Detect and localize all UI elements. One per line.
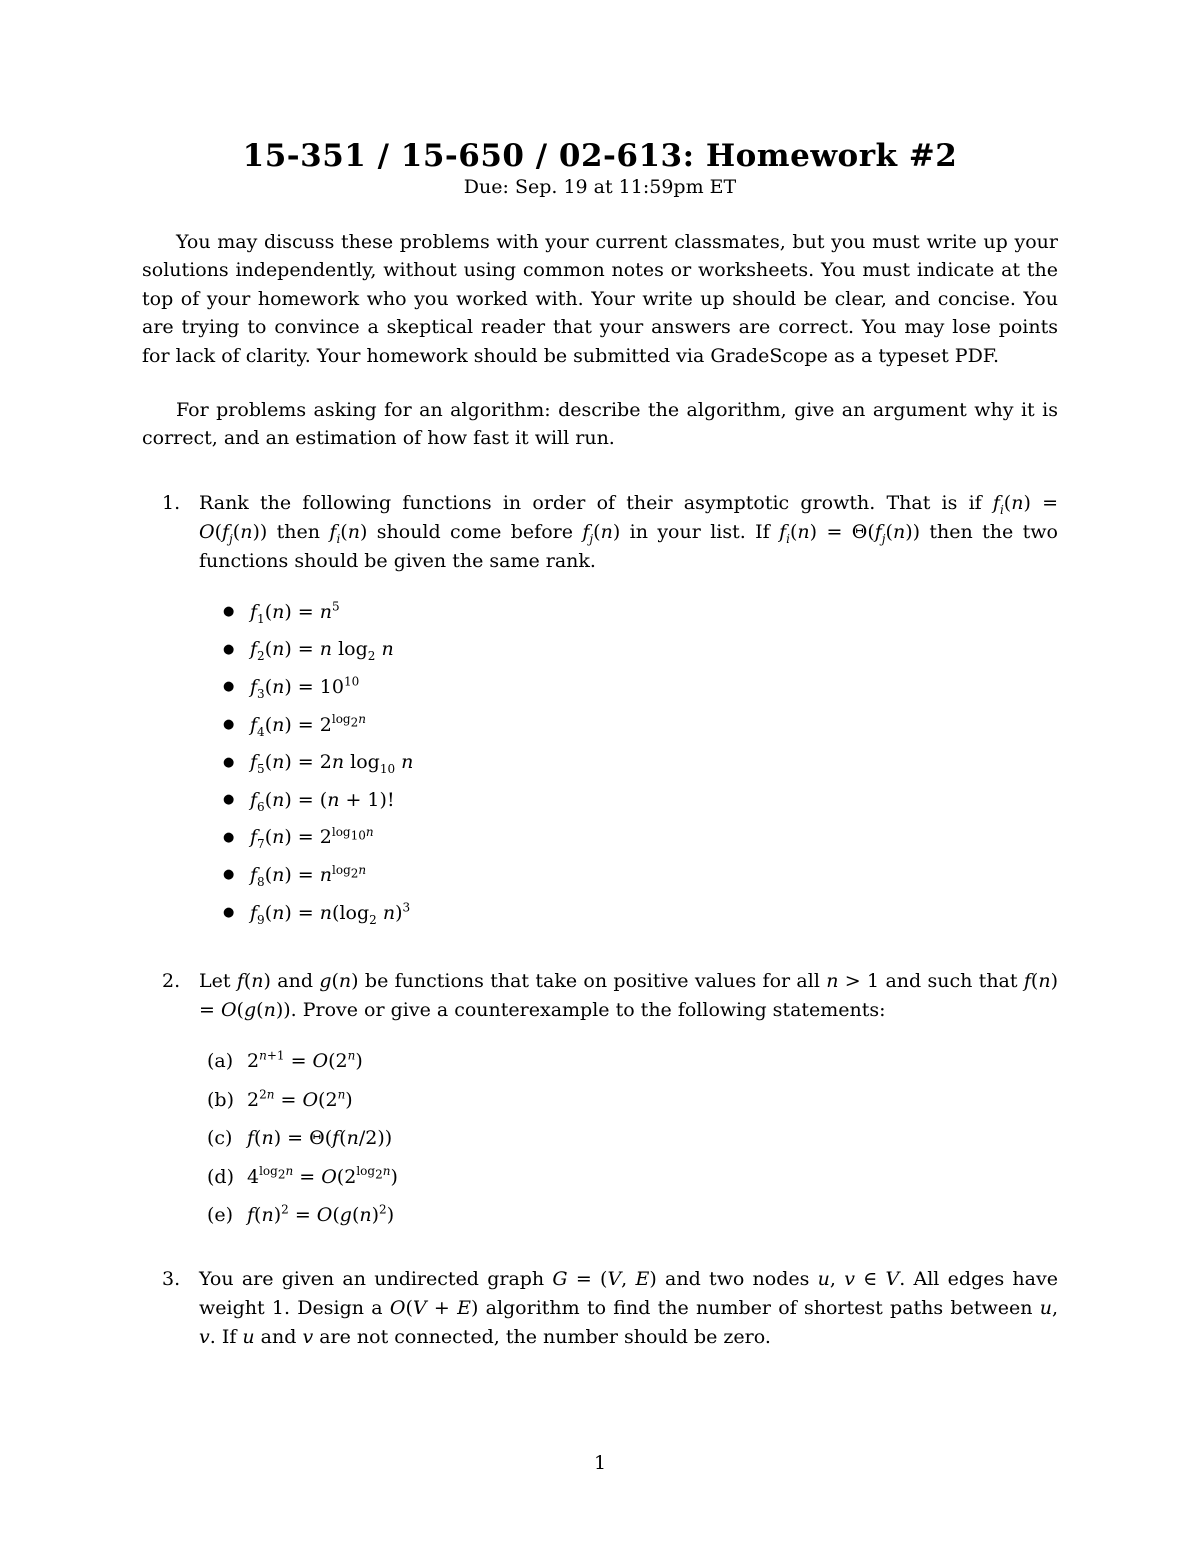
list-item: ● $f_7(n) = 2^{log_{10}n}$ xyxy=(223,825,374,852)
bullet-icon: ● xyxy=(223,867,235,883)
list-item: ● $f_6(n) = (n + 1)$! xyxy=(223,788,395,814)
bullet-icon: ● xyxy=(223,792,235,808)
statement-list xyxy=(207,1042,398,1235)
problem-1 xyxy=(162,489,1058,576)
bullet-icon: ● xyxy=(223,641,235,657)
function-list xyxy=(223,593,413,931)
problem-text: You are given an undirected graph G = (V, E) and two nodes u, v ∈ V. All edges have weight 1. Design a O(V + E) algorithm to find the number of shortest paths between u, v. If u and v are not connected, the number should be zero. xyxy=(199,1268,1059,1348)
intro-paragraph: You may discuss these problems with your current classmates, but you must write up your solutions independently, without using common notes or worksheets. You must indicate at the top of your homework who you worked with. Your write up should be clear, and concise. You are trying to convince a skeptical reader that your answers are correct. You may lose points for lack of clarity. Your homework should be submitted via GradeScope as a typeset PDF. xyxy=(142,231,1058,367)
bullet-icon: ● xyxy=(223,604,235,620)
list-item: (c) f(n) = Θ(f(n/2)) xyxy=(207,1127,393,1150)
bullet-icon: ● xyxy=(223,829,235,845)
problem-number: 1. xyxy=(162,492,181,514)
statement-label: (d) xyxy=(207,1165,234,1188)
problem-text: Let f(n) and g(n) be functions that take on positive values for all n > 1 and such that f(n) = O(g(n)). Prove or give a counterexample to the following statements: xyxy=(199,970,1058,1021)
due-date: Due: Sep. 19 at 11:59pm ET xyxy=(463,176,737,198)
list-item: (b) $2^{2n} = O(2^n)$ xyxy=(207,1087,353,1111)
problem-2 xyxy=(162,967,1058,1025)
list-item: ● $f_9(n) = n(\log_2$ n)$^3$ xyxy=(223,900,411,927)
problem-number: 2. xyxy=(162,970,181,992)
list-item: ● $f_3(n) = 10^{10}$ xyxy=(223,674,360,701)
list-item: ● $f_2(n) = n$ $\log_2 n$ xyxy=(223,638,394,664)
statement-label: (e) xyxy=(207,1204,234,1227)
list-item: (a) $2^{n+1} = O(2^n)$ xyxy=(207,1048,363,1073)
bullet-icon: ● xyxy=(223,905,235,921)
list-item: (d) $4^{log_2n} = O(2^{log_2n})$ xyxy=(207,1164,398,1188)
statement-label: (b) xyxy=(207,1088,234,1111)
statement-label: (c) xyxy=(207,1127,233,1150)
list-item: (e) $f(n)^2 = O(g(n)^2)$ xyxy=(207,1202,395,1227)
statement-label: (a) xyxy=(207,1050,234,1073)
list-item: ● $f_8(n) = n^{log_2n}$ xyxy=(223,862,367,889)
bullet-icon: ● xyxy=(223,679,235,695)
page-title: 15-351 / 15-650 / 02-613: Homework #2 xyxy=(242,138,958,174)
algorithm-note-paragraph: For problems asking for an algorithm: describe the algorithm, give an argument why it is correct, and an estimation of how fast it will run. xyxy=(142,399,1058,450)
problem-text: Rank the following functions in order of their asymptotic growth. That is if $f_i(n) = O(f_j(n))$ then $f_i(n)$ should come before $f_j(n)$ in your list. If $f_i(n) = \Theta(f_j(n))$ then the two functions should be given the same rank. xyxy=(199,492,1058,572)
page-number: 1 xyxy=(593,1452,607,1474)
bullet-icon: ● xyxy=(223,717,235,733)
problem-number: 3. xyxy=(162,1268,181,1290)
list-item: ● $f_4(n) = 2^{log_2n}$ xyxy=(223,712,366,739)
list-item: ● $f_5(n) = 2n$ $\log_{10} n$ xyxy=(223,751,414,776)
list-item: ● $f_1(n) = n^5$ xyxy=(223,599,340,626)
problem-3 xyxy=(162,1265,1058,1352)
bullet-icon: ● xyxy=(223,754,235,770)
